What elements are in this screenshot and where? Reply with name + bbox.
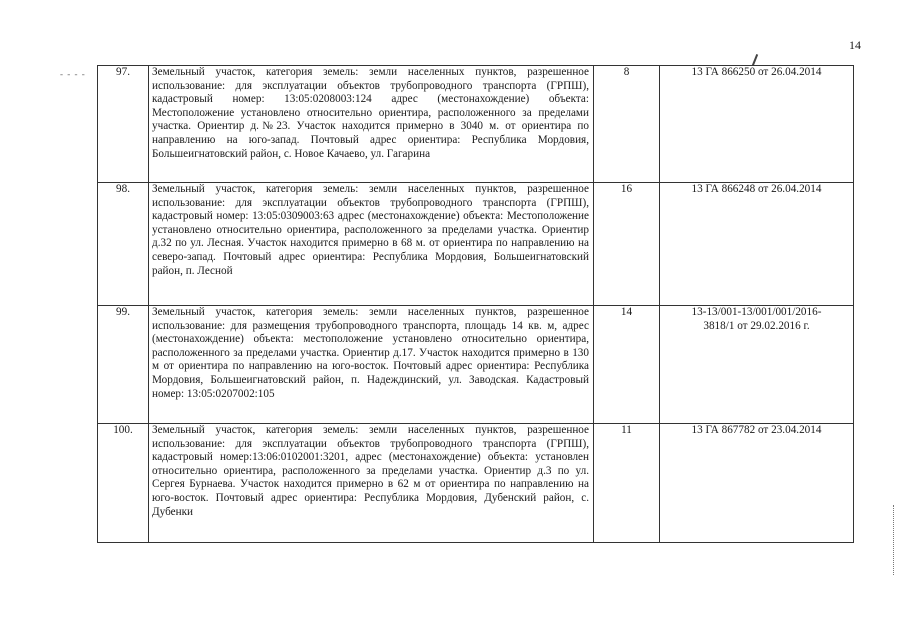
- margin-scan-specks: [893, 505, 897, 575]
- row-number: 98.: [98, 183, 149, 306]
- plot-description: Земельный участок, категория земель: земли населенных пунктов, разрешенное использование: для эксплуатации объектов трубопроводного транспорта (ГРПШ), кадастровый номер: 13:05:0309003:63 адрес (местонахождение) объекта: Местоположение установлено относительно ориентира, расположенного за пределами участка. Ориентир д.32 по ул. Лесная. Участок находится примерно в 68 м. от ориентира по направлению на северо-запад. Почтовый адрес ориентира: Республика Мордовия, Большеигнатовский район, п. Лесной: [149, 183, 594, 306]
- plot-description: Земельный участок, категория земель: земли населенных пунктов, разрешенное использование: для размещения трубопроводного транспорта, площадь 14 кв. м, адрес (местонахождение) объекта: местоположение установлено относительно ориентира, расположенного за пределами участка. Ориентир д.17. Участок находится примерно в 130 м от ориентира по направлению на юго-восток. Почтовый адрес ориентира: Республика Мордовия, Большеигнатовский район, п. Надеждинский, ул. Заводская. Кадастровый номер: 13:05:0207002:105: [149, 306, 594, 424]
- table-row: [98, 424, 854, 543]
- plot-description: Земельный участок, категория земель: земли населенных пунктов, разрешенное использование: для эксплуатации объектов трубопроводного транспорта (ГРПШ), кадастровый номер:13:06:0102001:3201, адрес (местонахождение) объекта: установлен относительно ориентира, расположенного за пределами участка. Ориентир д.3 по ул. Сергея Бурнаева. Участок находится примерно в 62 м от ориентира по направлению на юго-восток. Почтовый адрес ориентира: Республика Мордовия, Дубенский район, с. Дубенки: [149, 424, 594, 543]
- registration-record: [660, 306, 854, 424]
- plot-area: 11: [594, 424, 660, 543]
- plot-area: 14: [594, 306, 660, 424]
- plot-area: 8: [594, 66, 660, 183]
- registration-record: 13 ГА 867782 от 23.04.2014: [660, 424, 854, 543]
- table-row: [98, 66, 854, 183]
- registration-line-1: 13-13/001-13/001/001/2016-: [691, 306, 822, 318]
- registration-record: 13 ГА 866248 от 26.04.2014: [660, 183, 854, 306]
- registration-record: 13 ГА 866250 от 26.04.2014: [660, 66, 854, 183]
- plot-area: 16: [594, 183, 660, 306]
- margin-tick-marks: - - - -: [60, 69, 86, 79]
- table-row: [98, 306, 854, 424]
- page-number: 14: [849, 38, 861, 52]
- row-number: 100.: [98, 424, 149, 543]
- table-row: [98, 183, 854, 306]
- row-number: 99.: [98, 306, 149, 424]
- land-plots-table: [97, 65, 854, 543]
- plot-description: Земельный участок, категория земель: земли населенных пунктов, разрешенное использование: для эксплуатации объектов трубопроводного транспорта (ГРПШ), кадастровый номер: 13:05:0208003:124 адрес (местонахождение) объекта: Местоположение установлено относительно ориентира, расположенного за пределами участка. Ориентир д.№23. Участок находится примерно в 3040 м. от ориентира по направлению на юго-запад. Почтовый адрес ориентира: Республика Мордовия, Большеигнатовский район, с. Новое Качаево, ул. Гагарина: [149, 66, 594, 183]
- row-number: 97.: [98, 66, 149, 183]
- registration-line-2: 3818/1 от 29.02.2016 г.: [703, 319, 810, 332]
